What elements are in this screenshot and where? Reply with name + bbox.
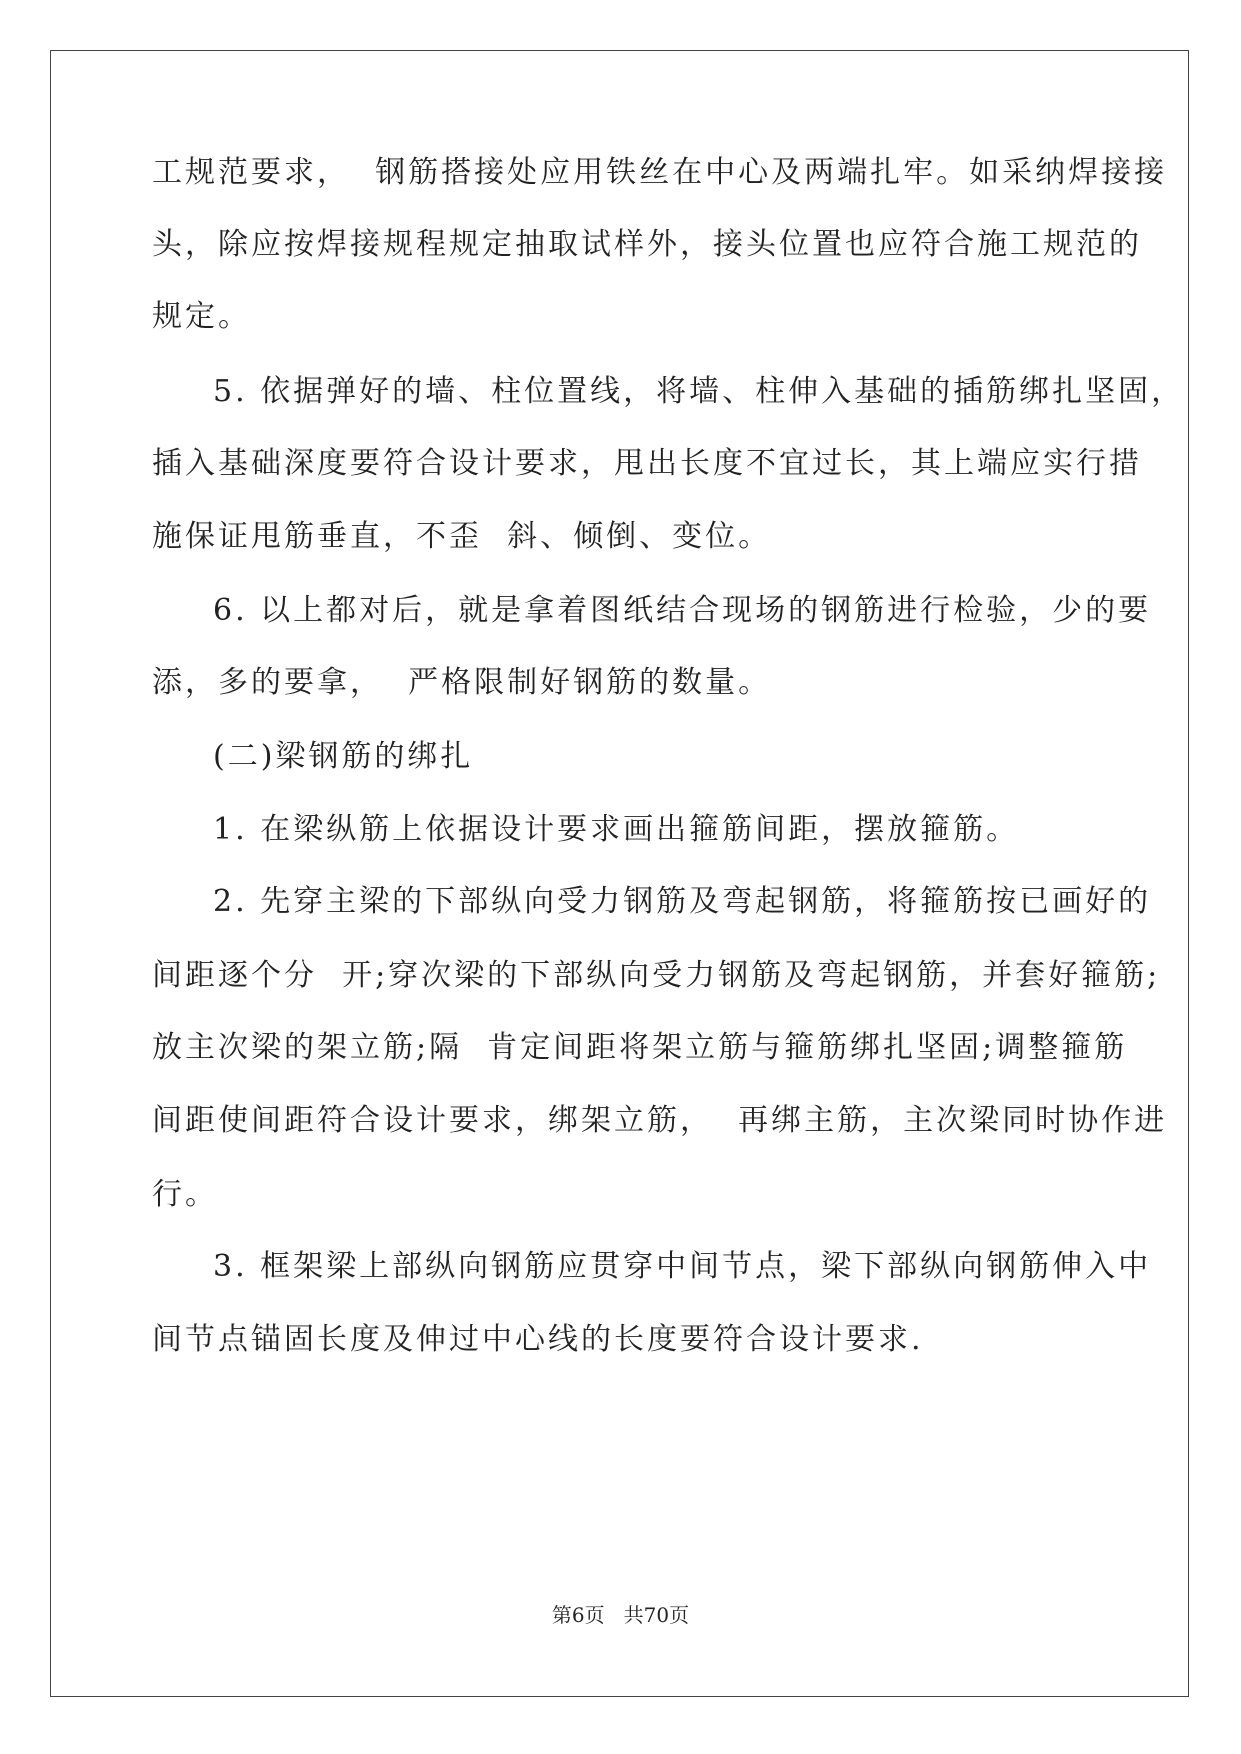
paragraph-line: 3. 框架梁上部纵向钢筋应贯穿中间节点，梁下部纵向钢筋伸入中 [213,1249,1152,1284]
section-heading: (二)梁钢筋的绑扎 [213,739,474,774]
paragraph-line: 5. 依据弹好的墙、柱位置线，将墙、柱伸入基础的插筋绑扎坚固， [213,374,1185,409]
paragraph-line: 间距使间距符合设计要求，绑架立筋， 再绑主筋，主次梁同时协作进 [152,1103,1168,1138]
paragraph-line: 头，除应按焊接规程规定抽取试样外，接头位置也应符合施工规范的 [152,227,1142,262]
paragraph-line: 放主次梁的架立筋;隔 肯定间距将架立筋与箍筋绑扎坚固;调整箍筋 [152,1030,1128,1065]
paragraph-line: 1. 在梁纵筋上依据设计要求画出箍筋间距，摆放箍筋。 [213,812,1020,847]
paragraph-line: 2. 先穿主梁的下部纵向受力钢筋及弯起钢筋，将箍筋按已画好的 [213,884,1152,919]
paragraph-line: 间节点锚固长度及伸过中心线的长度要符合设计要求. [152,1322,924,1357]
paragraph-line: 插入基础深度要符合设计要求，甩出长度不宜过长，其上端应实行措 [152,446,1142,481]
page-footer: 第6页 共70页 [551,1603,690,1627]
paragraph-line: 施保证甩筋垂直，不歪 斜、倾倒、变位。 [152,519,772,554]
paragraph-line: 6. 以上都对后，就是拿着图纸结合现场的钢筋进行检验，少的要 [213,593,1152,628]
paragraph-line: 添，多的要拿， 严格限制好钢筋的数量。 [152,665,772,700]
paragraph-line: 行。 [152,1177,218,1212]
paragraph-line: 工规范要求， 钢筋搭接处应用铁丝在中心及两端扎牢。如采纳焊接接 [152,155,1168,190]
paragraph-line: 规定。 [152,299,251,334]
paragraph-line: 间距逐个分 开;穿次梁的下部纵向受力钢筋及弯起钢筋，并套好箍筋; [152,958,1161,993]
